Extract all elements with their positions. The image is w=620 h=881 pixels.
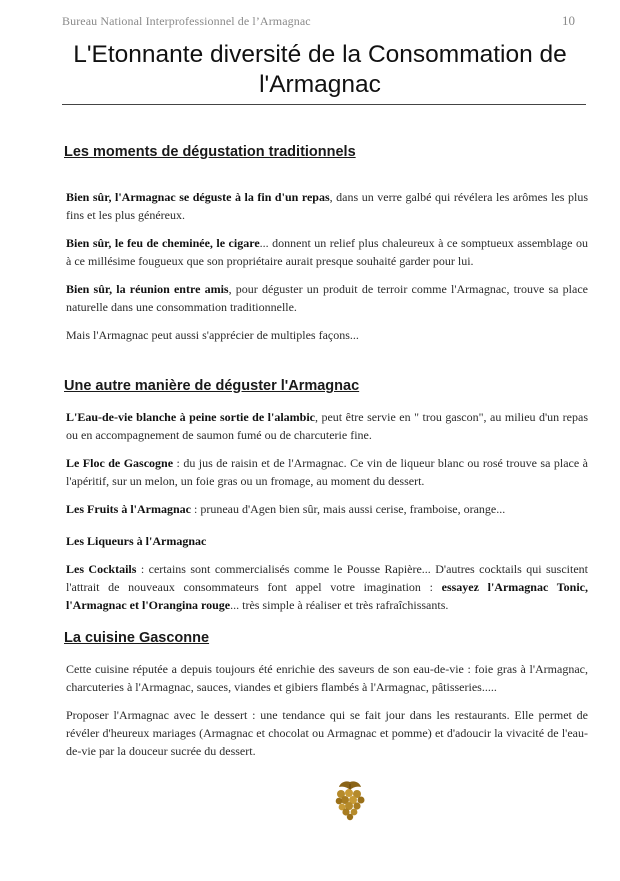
paragraph-bold: essayez l'Armagnac Tonic, l'Armagnac et l'Orangina rouge — [66, 580, 588, 612]
paragraph — [66, 706, 588, 760]
paragraph-text: ... donnent un relief plus chaleureux à ce somptueux assemblage ou à ce millésime fougueux que son propriétaire aurait presque souhaité garder pour lui. — [66, 236, 588, 268]
section-heading-cuisine: La cuisine Gasconne — [64, 630, 210, 646]
paragraph-bold: Les Cocktails — [66, 562, 137, 576]
paragraph — [66, 560, 588, 614]
paragraph-text: , dans un verre galbé qui révélera les arômes les plus fins et les plus généreux. — [66, 190, 588, 222]
paragraph — [66, 408, 588, 444]
paragraph-text: : certains sont commercialisés comme le Pousse Rapière... D'autres cocktails qui suscitent l'attrait de nouveaux consommateurs font appel votre imagination : — [66, 562, 588, 594]
paragraph — [66, 234, 588, 270]
paragraph-bold: Bien sûr, l'Armagnac se déguste à la fin d'un repas — [66, 190, 330, 204]
paragraph-bold: Le Floc de Gascogne — [66, 456, 174, 470]
section-heading-traditional: Les moments de dégustation traditionnels — [64, 144, 356, 160]
paragraph-bold: Bien sûr, la réunion entre amis — [66, 282, 229, 296]
grape-cluster-icon — [329, 778, 371, 822]
paragraph — [66, 280, 588, 316]
paragraph-text: : pruneau d'Agen bien sûr, mais aussi cerise, framboise, orange... — [191, 502, 506, 516]
paragraph — [66, 188, 588, 224]
paragraph-bold: Bien sûr, le feu de cheminée, le cigare — [66, 236, 260, 250]
paragraph — [66, 660, 588, 696]
paragraph-text: ... très simple à réaliser et très rafraîchissants. — [230, 598, 449, 612]
paragraph — [66, 454, 588, 490]
paragraph-bold: L'Eau-de-vie blanche à peine sortie de l'alambic — [66, 410, 315, 424]
paragraph-text: : du jus de raisin et de l'Armagnac. Ce vin de liqueur blanc ou rosé trouve sa place à l'apéritif, sur un melon, un foie gras ou un fromage, au moment du dessert. — [66, 456, 588, 488]
paragraph — [66, 500, 588, 518]
paragraph — [66, 326, 588, 344]
paragraph-text: , pour déguster un produit de terroir comme l'Armagnac, trouve sa place naturelle dans une consommation traditionnelle. — [66, 282, 588, 314]
paragraph-text: , peut être servie en " trou gascon", au milieu d'un repas ou en accompagnement de saumon fumé ou de charcuterie fine. — [66, 410, 588, 442]
paragraph-text: Cette cuisine réputée a depuis toujours été enrichie des saveurs de son eau-de-vie : foie gras à l'Armagnac, charcuteries à l'Armagnac, sauces, viandes et gibiers flambés à l'Armagnac, pâtisseries..... — [66, 662, 588, 694]
section-heading-other-way: Une autre manière de déguster l'Armagnac — [64, 378, 360, 394]
paragraph-bold: Les Liqueurs à l'Armagnac — [66, 534, 207, 548]
page-title: L'Etonnante diversité de la Consommation de l'Armagnac — [73, 41, 567, 98]
paragraph-bold: Les Fruits à l'Armagnac — [66, 502, 191, 516]
paragraph — [66, 532, 588, 550]
title-divider — [62, 104, 586, 105]
paragraph-text: Mais l'Armagnac peut aussi s'apprécier de multiples façons... — [66, 328, 359, 342]
paragraph-text: Proposer l'Armagnac avec le dessert : une tendance qui se fait jour dans les restaurants. Elle permet de révéler d'heureux mariages (Armagnac et chocolat ou Armagnac et pomme) et d'adoucir la vivacité de l'eau-de-vie par la douceur sucrée du dessert. — [66, 708, 588, 758]
page-number: 10 — [562, 13, 575, 28]
header-organization: Bureau National Interprofessionnel de l’Armagnac — [62, 14, 311, 28]
